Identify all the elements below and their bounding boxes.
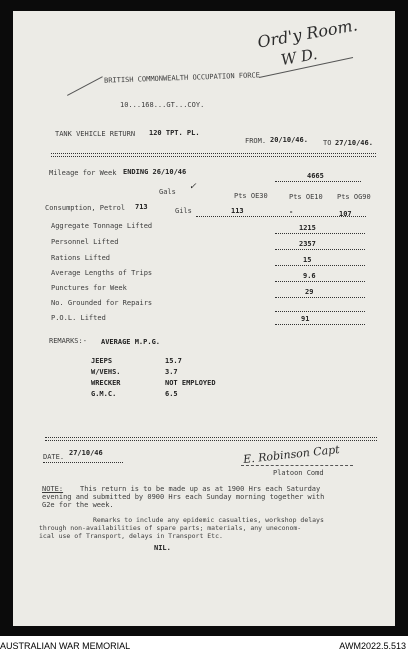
mpg-value: 3.7	[165, 368, 178, 376]
row-value: 1215	[299, 224, 316, 232]
row-dots	[275, 265, 365, 266]
remarks-instruction: Remarks to include any epidemic casualties, workshop delays	[93, 516, 324, 524]
row-value: 9.6	[303, 272, 316, 280]
date-separator	[45, 437, 377, 438]
date-separator-2	[45, 440, 377, 441]
gils-label: Gils	[175, 207, 192, 215]
from-label: FROM.	[245, 137, 267, 145]
row-dots	[275, 324, 365, 325]
handwritten-initials: W D.	[279, 44, 319, 70]
row-dots	[275, 297, 365, 298]
row-label: Punctures for Week	[51, 284, 127, 292]
signature-title: Platoon Comd	[273, 469, 324, 477]
mpg-vehicle: G.M.C.	[91, 390, 117, 398]
row-value: 91	[301, 315, 310, 323]
footer-accession: AWM2022.5.513	[339, 641, 406, 651]
row-label: Personnel Lifted	[51, 238, 119, 246]
org-heading: BRITISH COMMONWEALTH OCCUPATION FORCE	[103, 71, 261, 85]
petrol-gals: 713	[135, 203, 148, 211]
note-line: This return is to be made up as at 1900 Hrs each Saturday	[80, 485, 321, 493]
mpg-value: 6.5	[165, 390, 178, 398]
pts-header-1: Pts OE30	[234, 192, 268, 200]
mileage-label: Mileage for Week	[49, 169, 117, 177]
title-underline	[51, 153, 376, 154]
mpg-vehicle: WRECKER	[91, 379, 121, 387]
mpg-vehicle: W/VEHS.	[91, 368, 121, 376]
row-dots	[275, 249, 365, 250]
oil-oe30: 113	[231, 207, 244, 215]
from-date: 20/10/46.	[270, 136, 308, 144]
return-title: TANK VEHICLE RETURN	[55, 130, 136, 138]
note-line: G2e for the week.	[42, 501, 114, 509]
row-label: No. Grounded for Repairs	[51, 299, 153, 307]
remarks-instruction: ical use of Transport, delays in Transport Etc.	[39, 532, 223, 540]
nil-text: NIL.	[154, 544, 171, 552]
gals-header: Gals	[159, 188, 176, 196]
consumption-label: Consumption, Petrol	[45, 204, 126, 212]
mpg-value: 15.7	[165, 357, 182, 365]
signature: E. Robinson Capt	[242, 442, 341, 467]
date-value: 27/10/46	[69, 449, 103, 457]
handwritten-annotation: Ord'y Room.	[256, 15, 359, 52]
row-label: Aggregate Tonnage Lifted	[51, 222, 153, 230]
note-line: evening and submitted by 0900 Hrs each Sunday morning together with	[42, 493, 325, 501]
platoon: 120 TPT. PL.	[149, 129, 200, 137]
row-label: Rations Lifted	[51, 254, 111, 262]
row-dots	[275, 233, 365, 234]
oil-og90: 107	[339, 210, 352, 218]
mpg-value: NOT EMPLOYED	[165, 379, 216, 387]
note-label: NOTE:	[42, 485, 64, 493]
remarks-instruction: through non-availabilities of spare parts; materials, any uneconom-	[39, 524, 302, 532]
row-dots	[275, 311, 365, 312]
consumption-dots	[196, 216, 366, 217]
mileage-value: 4665	[307, 172, 324, 180]
title-underline-2	[51, 156, 376, 157]
pts-header-3: Pts OG90	[337, 193, 371, 201]
row-label: P.O.L. Lifted	[51, 314, 106, 322]
row-label: Average Lengths of Trips	[51, 269, 153, 277]
unit-code: 10...168...GT...COY.	[120, 101, 205, 109]
row-value: 2357	[299, 240, 316, 248]
footer-institution: AUSTRALIAN WAR MEMORIAL	[0, 641, 131, 651]
check-mark: ✓	[189, 182, 197, 192]
mileage-dots	[275, 181, 361, 182]
document-page	[13, 11, 395, 626]
row-dots	[275, 281, 365, 282]
to-label: TO	[323, 139, 332, 147]
fold-mark	[67, 76, 103, 96]
row-value: 29	[305, 288, 314, 296]
ending-label: ENDING 26/10/46	[123, 168, 187, 176]
date-label: DATE.	[43, 453, 65, 461]
date-underline	[43, 462, 123, 463]
pts-header-2: Pts OE10	[289, 193, 323, 201]
remarks-label: REMARKS:-	[49, 337, 87, 345]
mpg-vehicle: JEEPS	[91, 357, 113, 365]
remarks-heading: AVERAGE M.P.G.	[101, 338, 161, 346]
oil-oe10: -	[289, 208, 294, 216]
to-date: 27/10/46.	[335, 139, 373, 147]
signature-line	[241, 465, 353, 466]
row-value: 15	[303, 256, 312, 264]
